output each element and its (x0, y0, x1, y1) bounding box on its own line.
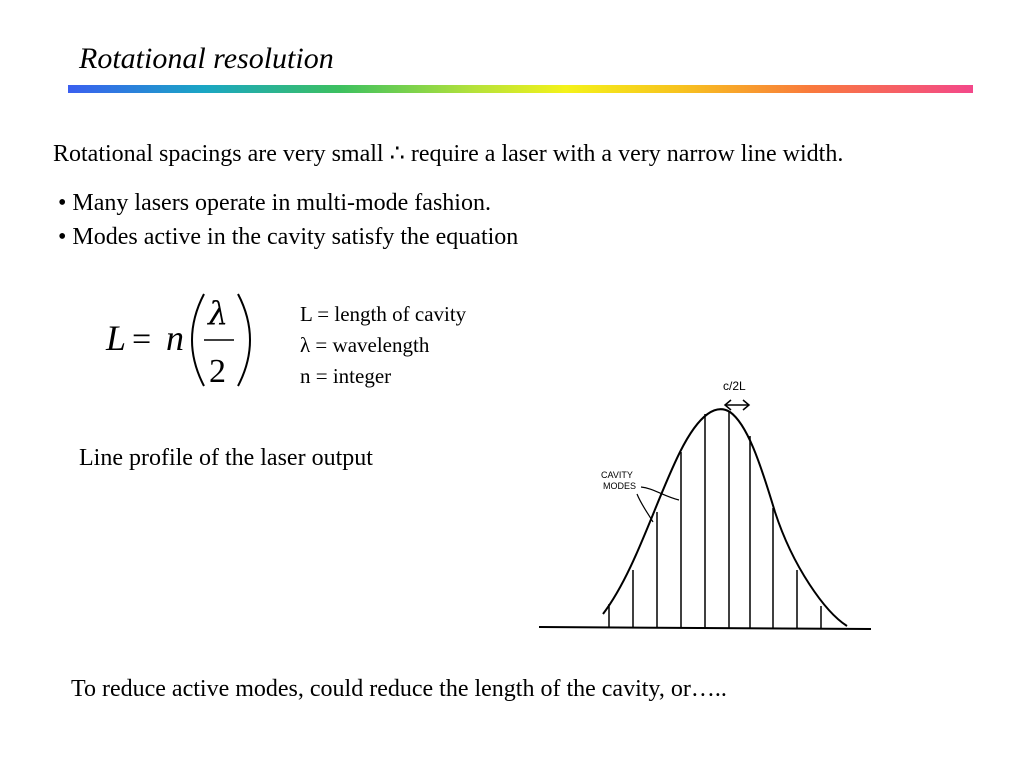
bullet-modes-equation: • Modes active in the cavity satisfy the equation (58, 224, 519, 250)
mode-spacing-arrow-icon (725, 400, 749, 410)
equation-numerator: λ (208, 294, 229, 332)
cavity-mode-equation (100, 288, 260, 393)
mode-spacing-label: c/2L (723, 379, 746, 393)
equation-left-paren (192, 294, 204, 386)
title-rainbow-divider (68, 85, 973, 93)
variable-definitions (300, 299, 466, 392)
footer-text: To reduce active modes, could reduce the length of the cavity, or….. (71, 676, 727, 702)
cavity-modes-label-line1: CAVITY (601, 470, 633, 480)
equation-lhs: L (106, 318, 127, 358)
definition-length: L = length of cavity (300, 302, 467, 326)
definition-integer: n = integer (300, 364, 392, 388)
line-profile-label: Line profile of the laser output (79, 445, 373, 471)
bullet-multi-mode: • Many lasers operate in multi-mode fashion. (58, 190, 491, 216)
definition-wavelength: λ = wavelength (300, 333, 430, 357)
intro-text: Rotational spacings are very small ∴ require a laser with a very narrow line width. (53, 141, 844, 167)
equation-denominator: 2 (209, 353, 226, 390)
equation-equals: = (132, 321, 152, 358)
equation-factor: n (166, 318, 184, 358)
slide-title: Rotational resolution (79, 42, 334, 75)
cavity-modes-label-line2: MODES (603, 481, 637, 491)
equation-right-paren (238, 294, 250, 386)
laser-line-profile-figure (535, 372, 875, 640)
gain-profile-curve (603, 409, 847, 626)
